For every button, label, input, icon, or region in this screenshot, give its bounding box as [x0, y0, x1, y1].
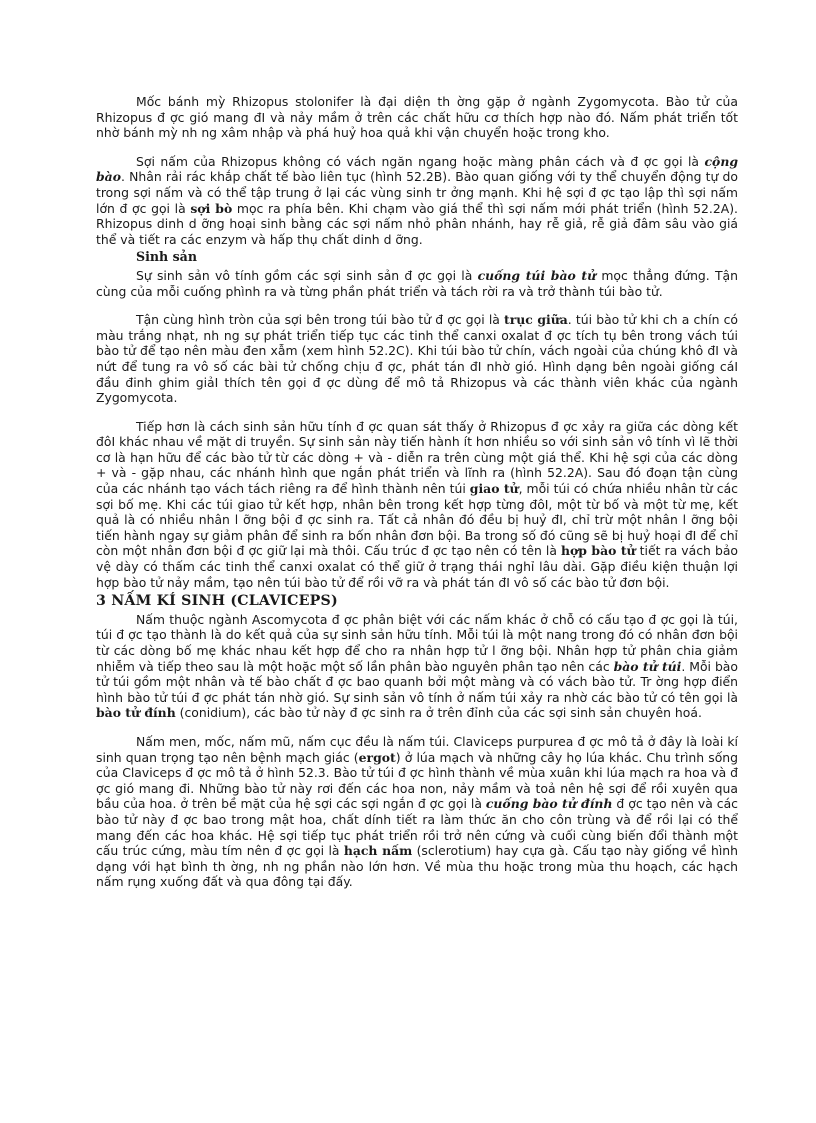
paragraph-text: (conidium), các bào tử này đ ợc sinh ra ở trên đỉnh của các sợi sinh sản chuyên hoá. [175, 705, 702, 721]
term-giao-tu: giao tử [469, 481, 519, 497]
paragraph-columella [96, 312, 738, 406]
term-bao-tu-dinh: bào tử đính [96, 705, 176, 721]
heading-sinh-san: Sinh sản [136, 249, 197, 265]
paragraph-asexual-reproduction [96, 268, 738, 299]
term-hop-bao-tu: hợp bào tử [561, 543, 636, 559]
term-cuong-tui-bao-tu: cuống túi bào tử [477, 267, 597, 283]
paragraph-text: . túi bào tử khi ch a chín có màu trắng nhạt, nh ng sự phát triển tiếp tục các tinh thể canxi oxalat đ ợc tích tụ bên trong vách túi bào tử để tạo nên màu đen xẫm (xem hình 52.2C). Khi túi bào tử chín, vách ngoài của chúng khô đI và nứt để tung ra vô số các bài tử chống chịu đ ợc, phát tán đI nhờ gió. Hình dạng bên ngoài giống cáI đầu đinh ghim giảI thích tên gọi đ ợc dùng để mô tả Rhizopus và các thành viên khác của ngành Zygomycota. [96, 312, 738, 406]
paragraph-text: Nấm men, mốc, nấm mũ, nấm cục đều là nấm túi. Claviceps purpurea đ ợc mô tả ở đây là loài kí sinh quan trọng tạo nên bệnh mạch giác ( [96, 733, 738, 765]
paragraph-text: mọc thẳng đứng. Tận cùng của mỗi cuống phình ra và từng phần phát triển và tách rời ra và trở thành túi bào tử. [96, 267, 738, 299]
term-cong-bao: cộng bào [96, 153, 738, 185]
paragraph-text: đ ợc tạo nên và các bào tử này đ ợc bao trong mật hoa, chất dính tiết ra làm thức ăn cho côn trùng và để rồi lại có thể mang đến các hoa khác. Hệ sợi tiếp tục phát triển rồi trở nên cứng và cuối cùng biến đổi thành một cấu trúc cứng, màu tím nên đ ợc gọi là [96, 796, 738, 859]
paragraph-text: Nấm thuộc ngành Ascomycota đ ợc phân biệt với các nấm khác ở chỗ có cấu tạo đ ợc gọi là túi, túi đ ợc tạo thành là do kết quả của sự sinh sản hữu tính. Mỗi túi là một nang trong đó có nhân đơn bội từ các dòng bố mẹ khác nhau kết hợp để cho ra nhân hợp tử l ỡng bội. Nhân hợp tử phân chia giảm nhiễm và tiếp theo sau là một hoặc một số lần phân bào nguyên phân tạo nên các [96, 611, 738, 674]
paragraph-text: , mỗi túi có chứa nhiều nhân từ các sợi bố mẹ. Khi các túi giao tử kết hợp, nhân bên trong kết hợp từng đôI, một từ bố và một từ mẹ, kết quả là có nhiều nhân l ỡng bội đ ợc sinh ra. Tất cả nhân đó đều bị huỷ đI, chỉ trừ một nhân l ỡng bội tiến hành ngay sự giảm phân để sinh ra bốn nhân đơn bội. Ba trong số đó cũng sẽ bị huỷ hoại đI để chỉ còn một nhân đơn bội đ ợc giữ lại mà thôi. Cấu trúc đ ợc tạo nên có tên là [96, 481, 738, 559]
paragraph-text: Tiếp hơn là cách sinh sản hữu tính đ ợc quan sát thấy ở Rhizopus đ ợc xảy ra giữa các dòng kết đôI khác nhau về mặt di truyền. Sự sinh sản này tiến hành ít hơn nhiều so với sinh sản vô tính vì lẽ thời cơ là hạn hữu để các bào tử từ các dòng + và - diễn ra trên cùng một giá thể. Khi hệ sợi của các dòng + và - gặp nhau, các nhánh hình que ngắn phát triển và lĩnh ra (hình 52.2A). Sau đó đoạn tận cùng của các nhánh tạo vách tách riêng ra để hình thành nên túi [96, 418, 738, 497]
section-heading-claviceps: 3 NẤM KÍ SINH (CLAVICEPS) [96, 593, 338, 610]
paragraph-text: . Mỗi bào tử túi gồm một nhân và tế bào chất đ ợc bao quanh bởi một màng và có vách bào tử. Tr ờng hợp điển hình bào tử túi đ ợc phát tán nhờ gió. Sự sinh sản vô tính ở nấm túi xảy ra nhờ các bào tử có tên gọi là [96, 658, 738, 705]
term-hach-nam: hạch nấm [343, 843, 413, 859]
paragraph-text: (sclerotium) hay cựa gà. Cấu tạo này giống về hình dạng với hạt bình th ờng, nh ng phần nào lớn hơn. Về mùa thu hoặc trong mùa thu hoạch, các hạch nấm rụng xuống đất và qua đông tại đấy. [96, 843, 738, 890]
paragraph-rhizopus-intro: Mốc bánh mỳ Rhizopus stolonifer là đại diện th ờng gặp ở ngành Zygomycota. Bào tử của Rhizopus đ ợc gió mang đI và nảy mầm ở trên các chất hữu cơ thích hợp nào đó. Nấm phát triển tốt nhờ bánh mỳ nh ng xâm nhập và phá huỷ hoa quả khi vận chuyển hoặc trong kho. [96, 94, 738, 141]
paragraph-rhizopus-hyphae [96, 154, 738, 248]
term-bao-tu-tui: bào tử túi [613, 658, 682, 674]
paragraph-text: tiết ra vách bảo vệ dày có thấm các tinh thể canxi oxalat có thể giữ ở trạng thái nghỉ lâu dài. Gặp điều kiện thuận lợi hợp bào tử nảy mầm, tạo nên túi bào tử để rồi vỡ ra và phát tán đI vô số các bào tử đơn bội. [96, 543, 738, 590]
paragraph-text: ) ở lúa mạch và những cây họ lúa khác. Chu trình sống của Claviceps đ ợc mô tả ở hình 52.3. Bào tử túi đ ợc hình thành về mùa xuân khi lúa mạch ra hoa và đ ợc gió mang đi. Những bào tử này rơi đến các hoa non, nảy mầm và toả nên hệ sợi để rồi xuyên qua bầu của hoa. ở trên bề mặt của hệ sợi các sợi ngắn đ ợc gọi là [96, 749, 739, 812]
paragraph-sexual-reproduction [96, 419, 738, 591]
document-page [96, 94, 738, 903]
paragraph-text: Sự sinh sản vô tính gồm các sợi sinh sản đ ợc gọi là [136, 267, 478, 283]
paragraph-text: Tận cùng hình tròn của sợi bên trong túi bào tử đ ợc gọi là [136, 312, 505, 328]
paragraph-ascomycota [96, 612, 738, 721]
term-cuong-bao-tu-dinh: cuống bào tử đính [485, 796, 613, 812]
paragraph-text: Sợi nấm của Rhizopus không có vách ngăn ngang hoặc màng phân cách và đ ợc gọi là [136, 153, 705, 169]
term-truc-giua: trục giữa [504, 312, 568, 328]
term-soi-bo: sợi bò [190, 200, 233, 216]
paragraph-text: . Nhân rải rác khắp chất tế bào liên tục (hình 52.2B). Bào quan giống với ty thể chuyển động tự do trong sợi nấm và có thể tập trung ở lại các vùng sinh tr ởng mạnh. Khi hệ sợi đ ợc tạo lập thì sợi nấm lớn đ ợc gọi là [96, 169, 738, 216]
paragraph-text: mọc ra phía bên. Khi chạm vào giá thể thì sợi nấm mới phát triển (hình 52.2A). Rhizopus dinh d ỡng hoại sinh bằng các sợi nấm nhỏ phân nhánh, hay rễ giả, rễ giả đâm sâu vào giá thể và tiết ra các enzym và hấp thụ chất dinh d ỡng. [96, 200, 738, 247]
paragraph-claviceps-life-cycle [96, 734, 738, 890]
term-ergot: ergot [358, 749, 396, 765]
